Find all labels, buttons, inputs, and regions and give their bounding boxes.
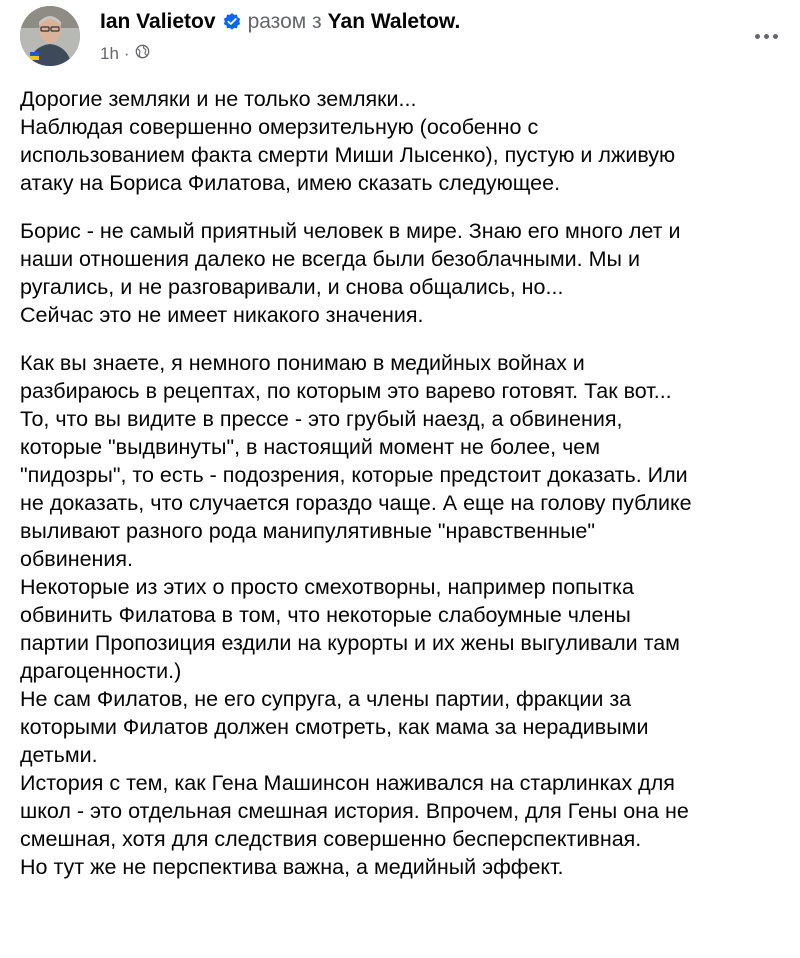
author-avatar[interactable] xyxy=(20,6,80,66)
author-line xyxy=(100,10,460,34)
meta-separator: · xyxy=(123,44,130,63)
verified-badge-icon xyxy=(222,12,242,32)
globe-icon[interactable] xyxy=(135,44,150,64)
with-text: разом з xyxy=(247,10,322,33)
author-name[interactable]: Ian Valietov xyxy=(100,10,216,33)
post-meta xyxy=(100,44,150,64)
post-header xyxy=(20,6,800,72)
coauthor-name[interactable]: Yan Waletow. xyxy=(327,10,461,33)
post-paragraph-3: Как вы знаете, я немного понимаю в медийных войнах и разбираюсь в рецептах, по которым это варево готовят. Так вот... То, что вы видите в прессе - это грубый наезд, а обвинения, которые "выдвинуты", в настоящий момент не более, чем "пидозры", то есть - подозрения, которые предстоит доказать. Или не доказать, что случается гораздо чаще. А еще на голову публике выливают разного рода манипулятивные "нравственные" обвинения. Некоторые из этих о просто смехотворны, например попытка обвинить Филатова в том, что некоторые слабоумные члены партии Пропозиция ездили на курорты и их жены выгуливали там драгоценности.) Не сам Филатов, не его супруга, а члены партии, фракции за которыми Филатов должен смотреть, как мама за нерадивыми детьми. История с тем, как Гена Машинсон наживался на старлинках для школ - это отдельная смешная история. Впрочем, для Гены она не смешная, хотя для следствия совершенно бесперспективная. Но тут же не перспектива важна, а медийный эффект. xyxy=(20,351,692,879)
more-options-icon[interactable] xyxy=(748,18,784,54)
post-body xyxy=(20,85,790,901)
avatar-photo xyxy=(20,6,80,66)
post-paragraph-2: Борис - не самый приятный человек в мире. Знаю его много лет и наши отношения далеко не всегда были безоблачными. Мы и ругались, и не разговаривали, и снова общались, но... Сейчас это не имеет никакого значения. xyxy=(20,219,681,327)
post-paragraph-1: Дорогие земляки и не только земляки... Наблюдая совершенно омерзительную (особенно с использованием факта смерти Миши Лысенко), пустую и лживую атаку на Бориса Филатова, имею сказать следующее. xyxy=(20,87,676,195)
post-time[interactable]: 1h xyxy=(100,44,119,63)
